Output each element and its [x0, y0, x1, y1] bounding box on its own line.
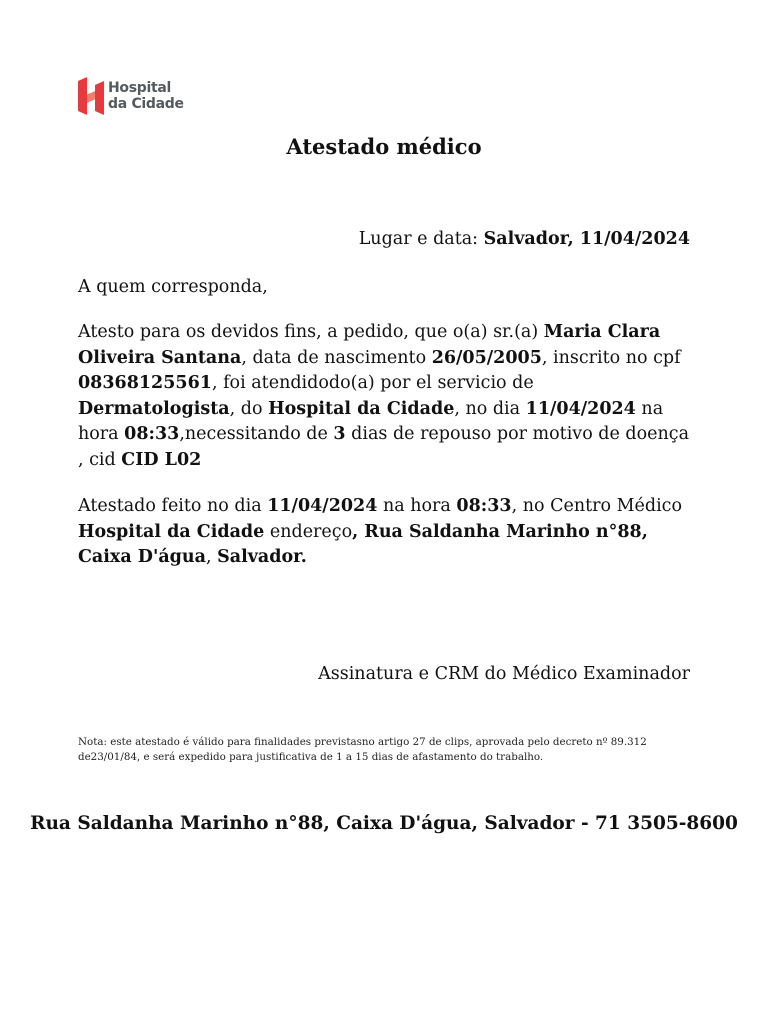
text: , inscrito no cpf — [541, 347, 681, 368]
place-date-label: Lugar e data: — [358, 229, 484, 249]
issuance-date: 11/04/2024 — [267, 496, 378, 516]
cpf-number: 08368125561 — [78, 373, 212, 393]
hospital-logo-icon — [78, 77, 104, 115]
text: , data de nascimento — [241, 347, 432, 368]
text: , no dia — [454, 398, 526, 419]
text: na hora — [78, 398, 664, 444]
greeting: A quem corresponda, — [78, 277, 268, 297]
service-name: Dermatologista — [78, 398, 230, 419]
issuance-time: 08:33 — [456, 496, 512, 516]
footer-address: Rua Saldanha Marinho n°88, Caixa D'água, Salvador - 71 3505-8600 — [30, 813, 738, 834]
text: ,necessitando de — [179, 424, 334, 444]
certificate-paragraph — [78, 320, 693, 473]
hospital-logo-text — [108, 80, 184, 112]
logo-line-1: Hospital — [108, 80, 172, 96]
attendance-time: 08:33 — [124, 424, 180, 444]
text: na hora — [377, 496, 457, 516]
place-date — [359, 227, 690, 253]
cid-code: CID L02 — [121, 449, 202, 470]
logo-line-2: da Cidade — [108, 96, 184, 112]
text: dias de repouso por motivo de doença , cid — [78, 424, 690, 470]
text: endereço — [264, 521, 353, 542]
text: , foi atendidodo(a) por el servicio de — [211, 373, 534, 393]
hospital-address: , Rua Saldanha Marinho n°88, Caixa D'água — [78, 521, 648, 567]
rest-days: 3 — [333, 424, 346, 444]
hospital-logo — [78, 77, 184, 115]
legal-note: Nota: este atestado é válido para finalidades previstasno artigo 27 de clips, aprovada pelo decreto nº 89.312 de23/01/84, e será expedido para justificativa de 1 a 15 dias de afastamento do trabalho. — [78, 736, 647, 763]
text: Atesto para os devidos fins, a pedido, que o(a) sr.(a) — [78, 322, 544, 342]
place-date-value: Salvador, 11/04/2024 — [483, 229, 690, 249]
text: , do — [229, 398, 269, 419]
document-title: Atestado médico — [286, 134, 482, 159]
city-name: Salvador. — [217, 547, 307, 567]
attendance-date: 11/04/2024 — [525, 398, 636, 419]
hospital-name: Hospital da Cidade — [268, 398, 455, 419]
patient-name: Maria Clara Oliveira Santana — [78, 322, 661, 368]
birth-date: 26/05/2005 — [431, 347, 542, 368]
hospital-name: Hospital da Cidade — [78, 521, 265, 542]
text: Atestado feito no dia — [78, 496, 268, 516]
text: , — [205, 547, 218, 567]
text: , no Centro Médico — [511, 496, 682, 516]
issuance-paragraph — [78, 494, 693, 571]
signature-line: Assinatura e CRM do Médico Examinador — [318, 664, 690, 684]
